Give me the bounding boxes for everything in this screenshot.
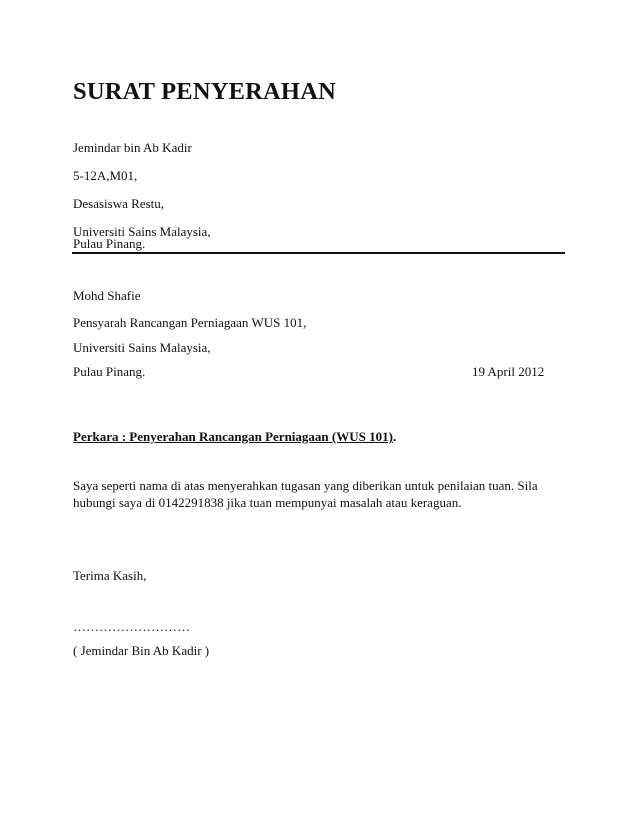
body-line-1: Saya seperti nama di atas menyerahkan tugasan yang diberikan untuk penilaian tuan. Sila [73,478,538,493]
letter-title: SURAT PENYERAHAN [73,78,336,105]
sender-address-line-1: 5-12A,M01, [73,168,138,183]
sender-name: Jemindar bin Ab Kadir [73,140,192,155]
recipient-address-line-2: Pulau Pinang. [73,364,146,379]
closing: Terima Kasih, [73,568,147,583]
signature-name: ( Jemindar Bin Ab Kadir ) [73,643,210,658]
sender-address-line-3: Universiti Sains Malaysia, [73,224,211,239]
signature-dots: ……………………… [73,619,190,634]
subject-line [73,429,396,445]
recipient-position: Pensyarah Rancangan Perniagaan WUS 101, [73,315,307,330]
subject-text: Perkara : Penyerahan Rancangan Perniagaan (WUS 101) [73,429,393,444]
sender-address-line-2: Desasiswa Restu, [73,196,164,211]
recipient-address-line-1: Universiti Sains Malaysia, [73,340,211,355]
header-divider [72,252,565,254]
body-line-2: hubungi saya di 0142291838 jika tuan mempunyai masalah atau keraguan. [73,495,462,510]
letter-date: 19 April 2012 [472,364,545,379]
recipient-name: Mohd Shafie [73,288,141,303]
sender-address-line-4: Pulau Pinang. [73,236,146,251]
body-paragraph [73,477,553,511]
subject-period: . [392,429,397,444]
